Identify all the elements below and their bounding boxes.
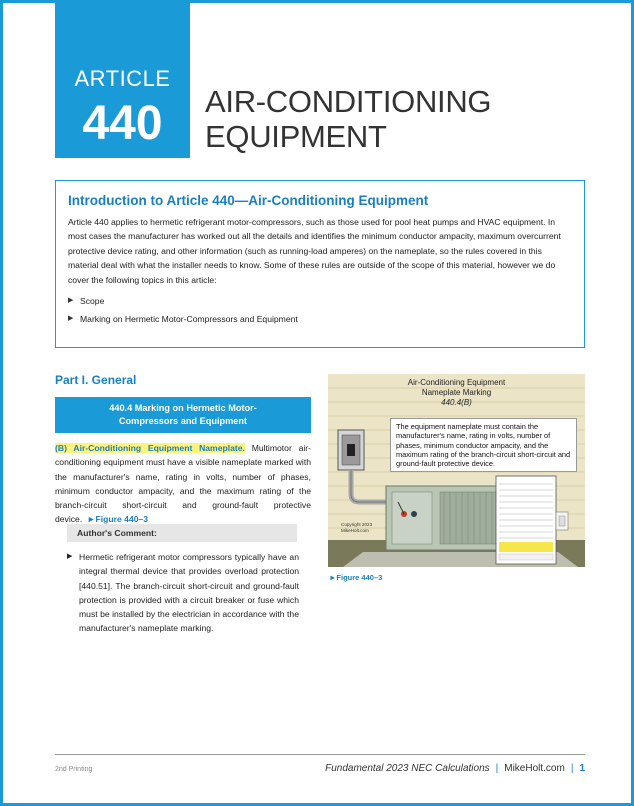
site-name: MikeHolt.com [504,763,565,774]
figure-title [328,378,585,408]
book-title: Fundamental 2023 NEC Calculations [325,763,490,774]
footer-separator: | [495,763,499,774]
list-item: ▶ Scope [68,293,572,309]
article-title [205,84,491,154]
article-label: ARTICLE [74,66,171,91]
footer-separator: | [570,763,574,774]
figure-reference-link[interactable]: ►Figure 440–3 [87,514,149,525]
footer-info [325,763,585,774]
figure-subtitle: Nameplate Marking [421,388,492,397]
figure-code-reference: 440.4(B) [441,398,472,407]
author-comment-text: ▶ Hermetic refrigerant motor compressors typically have an integral thermal device that provides overload protection [440.51]. The branch-circuit short-circuit and ground-fault protection is provided with a circuit breaker or fuse which must be installed by the electrician in accordance with the manufacturer's nameplate marking. [67,552,299,634]
section-heading [55,397,311,433]
section-lead: (B) Air-Conditioning Equipment Nameplate. [55,443,245,453]
section-body [55,441,311,527]
article-title-line1: AIR-CONDITIONING [205,84,492,119]
article-number: 440 [82,97,163,150]
part-heading: Part I. General [55,373,137,387]
intro-topic-list [68,293,572,327]
author-comment-label: Author's Comment: [67,524,297,542]
section-body-text: Multimotor air-conditioning equipment must have a visible nameplate marked with the manufacturer's name, rating in volts, number of phases, minimum conductor ampacity, and the maximum rating of the branch-circuit short-circuit and ground-fault protective device. [55,443,311,525]
article-badge [55,0,190,158]
section-title-line1: 440.4 Marking on Hermetic Motor- [109,403,257,413]
footer-divider [55,754,585,755]
figure-callout: The equipment nameplate must contain the manufacturer's name, rating in volts, number of phases, minimum conductor ampacity, and the maximum rating of the branch-circuit short-circuit and ground-fault protective device. [390,418,577,472]
triangle-bullet-icon: ▶ [68,315,74,323]
section-title-line2: Compressors and Equipment [118,415,248,426]
intro-box [55,180,585,348]
figure-440-3 [328,374,585,567]
printing-label: 2nd Printing [55,766,93,773]
article-title-line2: EQUIPMENT [205,119,387,154]
triangle-bullet-icon: ▶ [68,297,74,305]
intro-text: Article 440 applies to hermetic refrigerant motor-compressors, such as those used for pool heat pumps and HVAC equipment. In most cases the manufacturer has worked out all the details and identifies the minimum conductor ampacity, maximum overcurrent protective device rating, and other information (such as running-load amperes) on the nameplate, so the rules covered in this material deal with what the installer needs to know. Some of these rules are outside of the scope of this material, however we do cover the following topics in this article: [68,217,561,285]
triangle-bullet-icon: ▶ [67,553,73,560]
intro-heading: Introduction to Article 440—Air-Conditioning Equipment [68,193,429,208]
figure-title-line: Air-Conditioning Equipment [407,378,506,387]
page-number: 1 [579,763,585,774]
figure-caption: ►Figure 440–3 [329,573,383,582]
figure-copyright: Copyright 2023 MikeHolt.com [341,522,373,533]
list-item: ▶ Marking on Hermetic Motor-Compressors and Equipment [68,311,572,327]
